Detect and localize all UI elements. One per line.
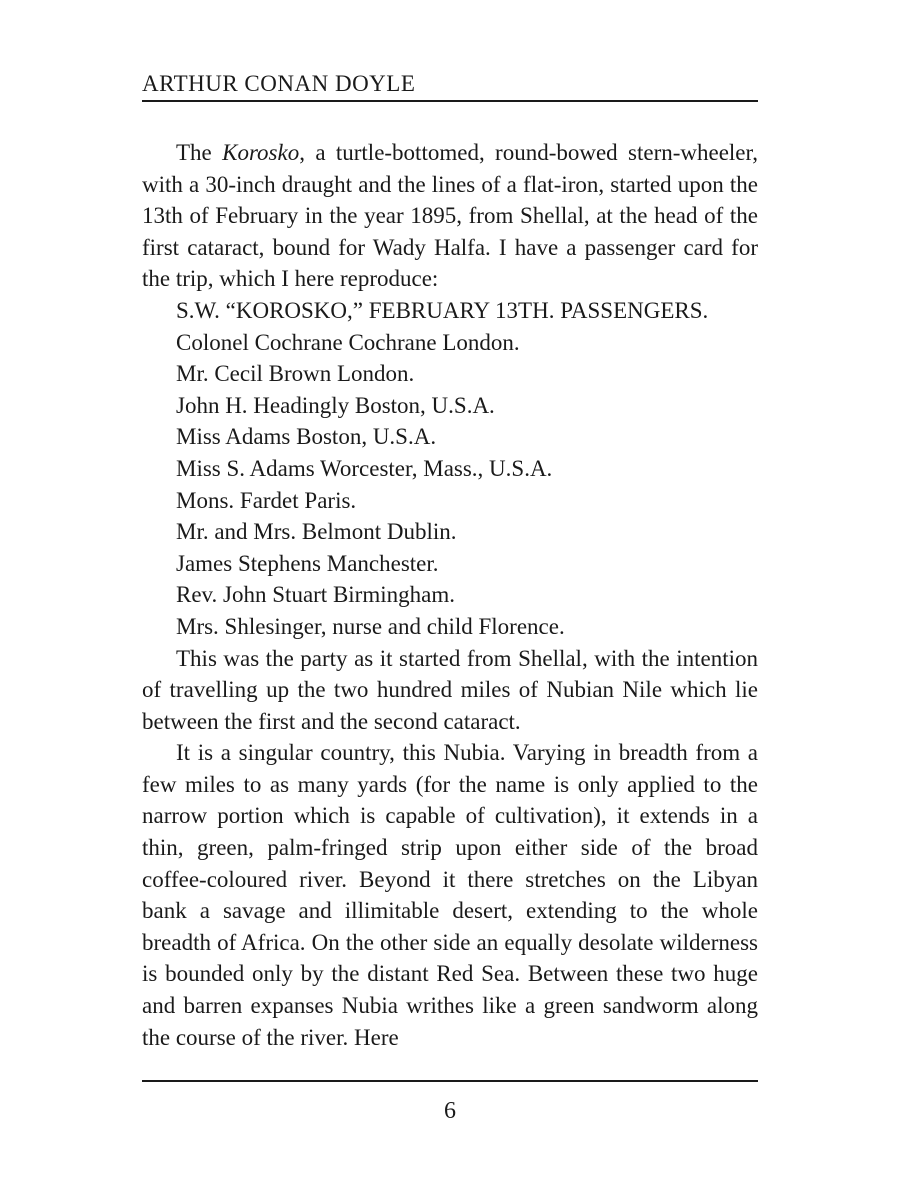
passenger-list-item: Miss Adams Boston, U.S.A. [176, 424, 437, 450]
passenger-list-heading: S.W. “KOROSKO,” FEBRUARY 13TH. PASSENGERS. [176, 297, 709, 323]
page-number: 6 [444, 1098, 456, 1124]
running-head: ARTHUR CONAN DOYLE [142, 71, 416, 96]
body-text [142, 137, 758, 1053]
paragraph-2: This was the party as it started from Shellal, with the intention of travelling up the two hundred miles of Nubian Nile which lie between the first and the second cataract. [142, 645, 758, 734]
para1-rest: , a turtle-bottomed, round-bowed stern-wheeler, with a 30-inch draught and the lines of a flat-iron, started upon the 13th of February in the year 1895, from Shellal, at the head of the first cataract, bound for Wady Halfa. I have a passenger card for the trip, which I here reproduce: [142, 140, 758, 292]
passenger-list-item: Mons. Fardet Paris. [176, 487, 357, 513]
passenger-list-item: Rev. John Stuart Birmingham. [176, 582, 455, 608]
footer-rule [142, 1080, 758, 1082]
passenger-list-item: Mr. and Mrs. Belmont Dublin. [176, 519, 457, 545]
para1-prefix: The [176, 140, 223, 165]
passenger-list-item: Miss S. Adams Worcester, Mass., U.S.A. [176, 455, 553, 481]
ship-name: Korosko [222, 140, 300, 165]
passenger-list-item: Colonel Cochrane Cochrane London. [176, 329, 520, 355]
passenger-list-item: James Stephens Manchester. [176, 550, 439, 576]
passenger-list-item: Mr. Cecil Brown London. [176, 361, 415, 387]
paragraph-1 [142, 137, 758, 295]
passenger-list-item: John H. Headingly Boston, U.S.A. [176, 392, 495, 418]
header-rule [142, 100, 758, 102]
passenger-list-item: Mrs. Shlesinger, nurse and child Florence. [176, 613, 565, 639]
book-page [142, 0, 758, 1200]
paragraph-3: It is a singular country, this Nubia. Varying in breadth from a few miles to as many yards (for the name is only applied to the narrow portion which is capable of cultivation), it extends in a thin, green, palm-fringed strip upon either side of the broad coffee-coloured river. Beyond it there stretches on the Libyan bank a savage and illimitable desert, extending to the whole breadth of Africa. On the other side an equally desolate wilderness is bounded only by the distant Red Sea. Between these two huge and barren expanses Nubia writhes like a green sandworm along the course of the river. Here [142, 740, 758, 1050]
